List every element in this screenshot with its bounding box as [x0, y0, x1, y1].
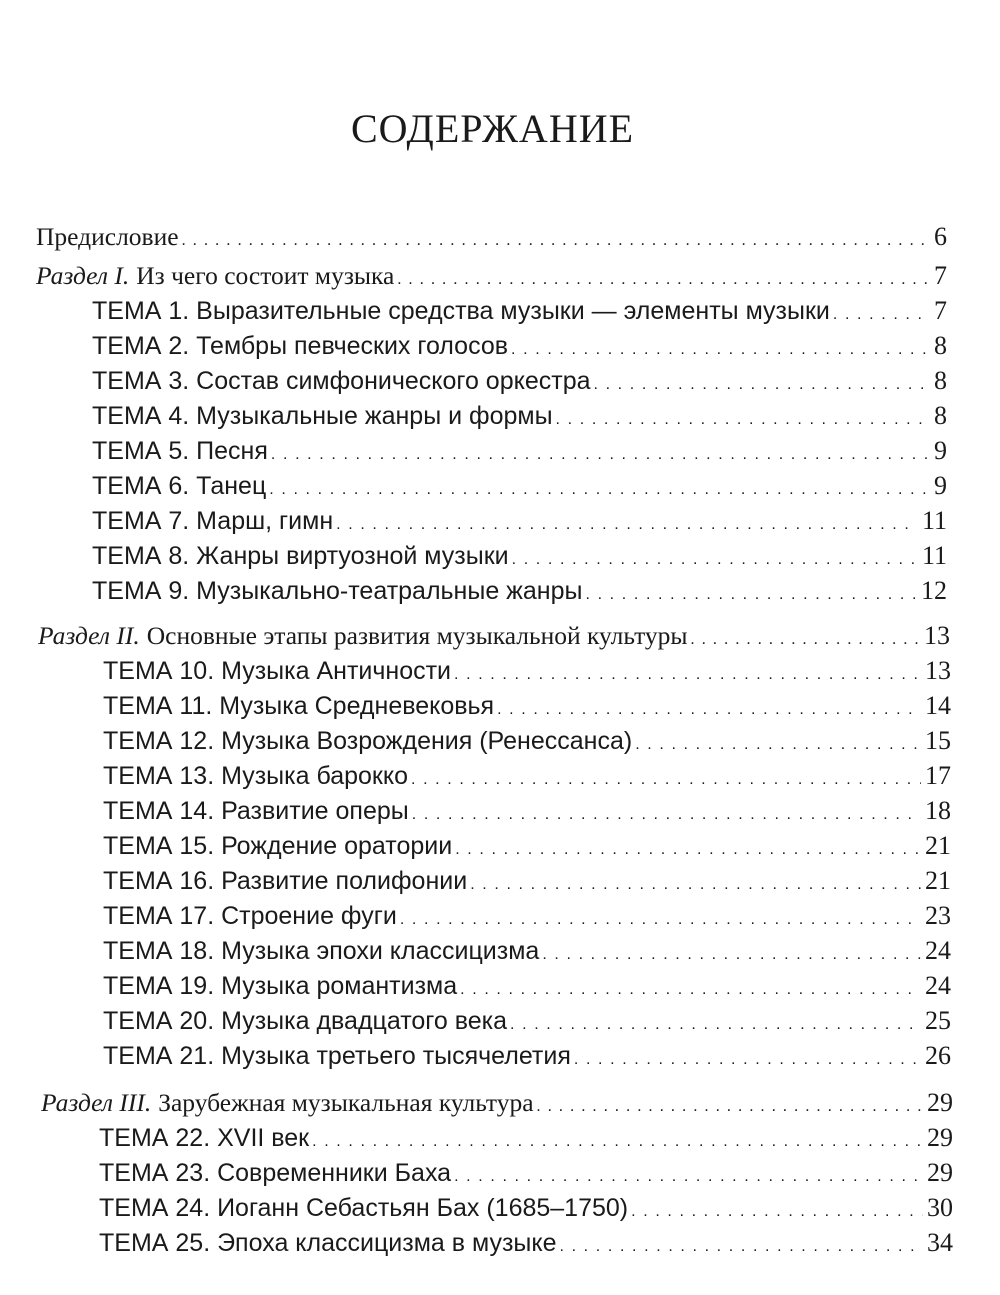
dot-leader: [269, 471, 930, 505]
topic-text: ТЕМА 21. Музыка третьего тысячелетия: [103, 1042, 571, 1070]
toc-topic-15: [103, 831, 951, 865]
toc-entry-page: 18: [925, 796, 951, 825]
toc-entry-page: 25: [925, 1006, 951, 1035]
section-label: Раздел I.: [36, 261, 130, 290]
toc-topic-13: [103, 761, 951, 795]
toc-topic-8: [92, 541, 947, 575]
toc-entry-page: 8: [934, 401, 947, 430]
toc-entry-page: 26: [925, 1041, 951, 1070]
toc-topic-9: [92, 576, 947, 610]
toc-topic-16: [103, 866, 951, 900]
toc-entry-page: 30: [927, 1193, 953, 1222]
toc-topic-14: [103, 796, 951, 830]
dot-leader: [411, 761, 921, 795]
topic-text: ТЕМА 2. Тембры певческих голосов: [92, 332, 509, 360]
toc-entry-page: 17: [925, 761, 951, 790]
topic-text: ТЕМА 13. Музыка барокко: [103, 762, 408, 790]
dot-leader: [511, 331, 930, 365]
topic-text: ТЕМА 1. Выразительные средства музыки — элементы музыки: [92, 297, 830, 325]
toc-entry-page: 8: [934, 331, 947, 360]
dot-leader: [537, 1088, 923, 1122]
toc-topic-2: [92, 331, 947, 365]
toc-topic-23: [99, 1158, 953, 1192]
toc-topic-24: [99, 1193, 953, 1227]
toc-entry-page: 29: [927, 1088, 953, 1117]
topic-text: ТЕМА 25. Эпоха классицизма в музыке: [99, 1229, 557, 1257]
dot-leader: [510, 1006, 921, 1040]
toc-entry-page: 7: [934, 296, 947, 325]
dot-leader: [397, 261, 930, 295]
dot-leader: [271, 436, 930, 470]
topic-text: ТЕМА 16. Развитие полифонии: [103, 867, 468, 895]
toc-topic-12: [103, 726, 951, 760]
toc-topic-1: [92, 296, 947, 330]
dot-leader: [635, 726, 921, 760]
toc-topic-3: [92, 366, 947, 400]
toc-topic-18: [103, 936, 951, 970]
topic-text: ТЕМА 9. Музыкально-театральные жанры: [92, 577, 583, 605]
toc-entry-page: 21: [925, 831, 951, 860]
toc-entry-text: Предисловие: [36, 222, 179, 251]
toc-entry-page: 11: [921, 506, 947, 535]
toc-entry-page: 21: [925, 866, 951, 895]
dot-leader: [631, 1193, 923, 1227]
toc-topic-4: [92, 401, 947, 435]
toc-entry-page: 24: [925, 971, 951, 1000]
toc-entry-page: 24: [925, 936, 951, 965]
topic-text: ТЕМА 22. XVII век: [99, 1124, 310, 1152]
toc-topic-5: [92, 436, 947, 470]
topic-text: ТЕМА 12. Музыка Возрождения (Ренессанса): [103, 727, 633, 755]
toc-entry-page: 8: [934, 366, 947, 395]
topic-text: ТЕМА 5. Песня: [92, 437, 268, 465]
toc-entry-page: 12: [921, 576, 947, 605]
dot-leader: [460, 971, 921, 1005]
dot-leader: [454, 656, 921, 690]
topic-text: ТЕМА 20. Музыка двадцатого века: [103, 1007, 508, 1035]
dot-leader: [556, 401, 930, 435]
toc-entry-page: 14: [925, 691, 951, 720]
section-label: Раздел II.: [38, 621, 140, 650]
topic-text: ТЕМА 6. Танец: [92, 472, 267, 500]
toc-section-3: [41, 1088, 953, 1122]
toc-entry-page: 11: [921, 541, 947, 570]
dot-leader: [560, 1228, 924, 1262]
toc-topic-19: [103, 971, 951, 1005]
dot-leader: [586, 576, 918, 610]
topic-text: ТЕМА 24. Иоганн Себастьян Бах (1685–1750): [99, 1194, 629, 1222]
topic-text: ТЕМА 4. Музыкальные жанры и формы: [92, 402, 553, 430]
dot-leader: [454, 1158, 923, 1192]
dot-leader: [542, 936, 921, 970]
toc-topic-25: [99, 1228, 953, 1262]
dot-leader: [497, 691, 921, 725]
toc-section-1: [36, 261, 947, 295]
toc-topic-17: [103, 901, 951, 935]
dot-leader: [594, 366, 931, 400]
toc-topic-11: [103, 691, 951, 725]
toc-entry-page: 9: [934, 436, 947, 465]
topic-text: ТЕМА 19. Музыка романтизма: [103, 972, 458, 1000]
topic-text: ТЕМА 7. Марш, гимн: [92, 507, 334, 535]
toc-entry-page: 29: [927, 1123, 953, 1152]
toc-topic-20: [103, 1006, 951, 1040]
toc-entry-page: 6: [934, 222, 947, 251]
section-title: Из чего состоит музыка: [136, 261, 395, 290]
toc-section-2: [38, 621, 950, 655]
dot-leader: [455, 831, 921, 865]
topic-text: ТЕМА 11. Музыка Средневековья: [103, 692, 495, 720]
dot-leader: [574, 1041, 921, 1075]
topic-text: ТЕМА 23. Современники Баха: [99, 1159, 452, 1187]
toc-topic-10: [103, 656, 951, 690]
toc-entry-preface: [36, 222, 947, 256]
topic-text: ТЕМА 10. Музыка Античности: [103, 657, 452, 685]
dot-leader: [400, 901, 921, 935]
section-label: Раздел III.: [41, 1088, 152, 1117]
toc-topic-22: [99, 1123, 953, 1157]
dot-leader: [336, 506, 918, 540]
toc-entry-page: 13: [925, 656, 951, 685]
dot-leader: [412, 796, 921, 830]
toc-entry-page: 29: [927, 1158, 953, 1187]
toc-entry-page: 9: [934, 471, 947, 500]
toc-entry-page: 34: [927, 1228, 953, 1257]
topic-text: ТЕМА 15. Рождение оратории: [103, 832, 453, 860]
section-title: Зарубежная музыкальная культура: [158, 1088, 534, 1117]
page-title: СОДЕРЖАНИЕ: [350, 105, 635, 151]
topic-text: ТЕМА 8. Жанры виртуозной музыки: [92, 542, 509, 570]
dot-leader: [470, 866, 921, 900]
toc-entry-page: 15: [925, 726, 951, 755]
toc-topic-21: [103, 1041, 951, 1075]
topic-text: ТЕМА 3. Состав симфонического оркестра: [92, 367, 591, 395]
topic-text: ТЕМА 14. Развитие оперы: [103, 797, 409, 825]
topic-text: ТЕМА 17. Строение фуги: [103, 902, 397, 930]
dot-leader: [512, 541, 918, 575]
toc-topic-7: [92, 506, 947, 540]
toc-entry-page: 7: [934, 261, 947, 290]
toc-entry-page: 13: [924, 621, 950, 650]
toc-topic-6: [92, 471, 947, 505]
dot-leader: [182, 222, 930, 256]
dot-leader: [833, 296, 930, 330]
toc-entry-page: 23: [925, 901, 951, 930]
dot-leader: [312, 1123, 923, 1157]
section-title: Основные этапы развития музыкальной культуры: [146, 621, 688, 650]
topic-text: ТЕМА 18. Музыка эпохи классицизма: [103, 937, 540, 965]
dot-leader: [691, 621, 920, 655]
